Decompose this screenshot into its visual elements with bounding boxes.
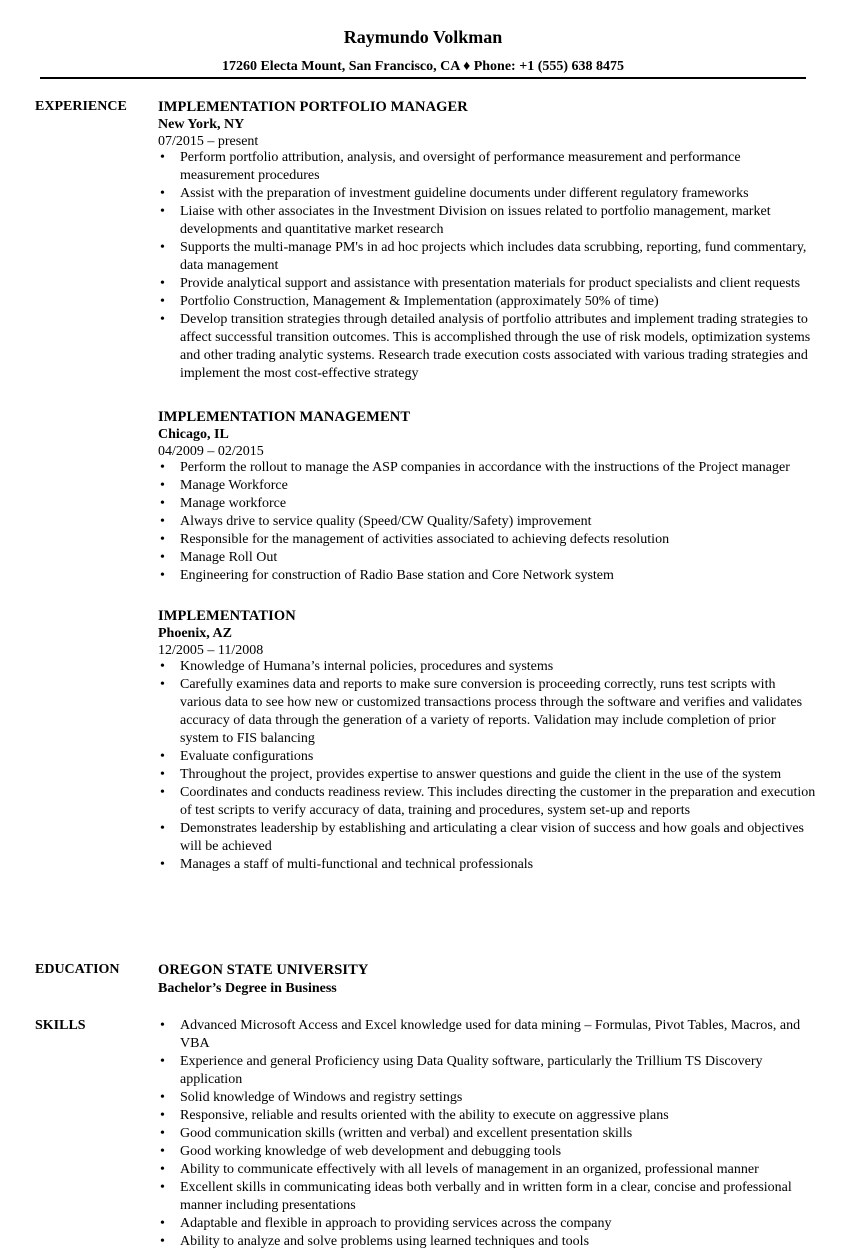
list-item: • Manage Roll Out (158, 549, 818, 567)
contact-line: 17260 Electa Mount, San Francisco, CA ♦ Phone: +1 (555) 638 8475 (221, 59, 625, 74)
job-entry (158, 98, 818, 383)
list-item: • Throughout the project, provides expertise to answer questions and guide the client in the use of the system (158, 766, 818, 784)
list-item: • Perform the rollout to manage the ASP companies in accordance with the instructions of the Project manager (158, 459, 818, 477)
list-item: • Good communication skills (written and verbal) and excellent presentation skills (158, 1125, 818, 1143)
list-item: • Manages a staff of multi-functional and technical professionals (158, 856, 818, 874)
list-item: • Perform portfolio attribution, analysis, and oversight of performance measurement and performance measurement procedures (158, 149, 818, 185)
job-entry (158, 607, 818, 874)
candidate-name: Raymundo Volkman (343, 27, 503, 47)
job-bullets (158, 658, 818, 874)
list-item: • Evaluate configurations (158, 748, 818, 766)
job-location: Chicago, IL (158, 427, 229, 442)
job-location: Phoenix, AZ (158, 626, 232, 641)
section-label-experience: EXPERIENCE (35, 99, 127, 114)
list-item: • Experience and general Proficiency using Data Quality software, particularly the Trillium TS Discovery application (158, 1053, 818, 1089)
list-item: • Manage Workforce (158, 477, 818, 495)
list-item: • Coordinates and conducts readiness review. This includes directing the customer in the preparation and execution of test scripts to verify accuracy of data, training and procedures, system set-up and reports (158, 784, 818, 820)
list-item: • Responsive, reliable and results oriented with the ability to execute on aggressive plans (158, 1107, 818, 1125)
list-item: • Develop transition strategies through detailed analysis of portfolio attributes and implement trading strategies to affect successful transition outcomes. This is accomplished through the use of risk models, optimization systems and other trading analytic systems. Research trade execution costs associated with various trading strategies and implement the most cost-effective strategy (158, 311, 818, 383)
job-bullets (158, 149, 818, 383)
list-item: • Carefully examines data and reports to make sure conversion is proceeding correctly, runs test scripts with various data to see how new or customized transactions process through the software and verifies and validates accuracy of data through the generation of a variety of reports. Validation may include completion of prior system to FIS balancing (158, 676, 818, 748)
list-item: • Liaise with other associates in the Investment Division on issues related to portfolio management, market developments and quantitative market research (158, 203, 818, 239)
list-item: • Ability to communicate effectively with all levels of management in an organized, professional manner (158, 1161, 818, 1179)
list-item: • Engineering for construction of Radio Base station and Core Network system (158, 567, 818, 585)
list-item: • Solid knowledge of Windows and registry settings (158, 1089, 818, 1107)
job-dates: 12/2005 – 11/2008 (158, 643, 264, 658)
job-title: IMPLEMENTATION PORTFOLIO MANAGER (158, 99, 468, 115)
list-item: • Assist with the preparation of investment guideline documents under different regulatory frameworks (158, 185, 818, 203)
job-bullets (158, 459, 818, 585)
header-divider (40, 77, 806, 79)
section-label-education: EDUCATION (35, 962, 120, 977)
list-item: • Portfolio Construction, Management & Implementation (approximately 50% of time) (158, 293, 818, 311)
job-entry (158, 408, 818, 585)
spacer (158, 383, 818, 408)
job-location: New York, NY (158, 117, 245, 132)
list-item: • Adaptable and flexible in approach to providing services across the company (158, 1215, 818, 1233)
experience-body (158, 98, 818, 874)
education-body (158, 961, 818, 999)
list-item: • Responsible for the management of activities associated to achieving defects resolution (158, 531, 818, 549)
list-item: • Good working knowledge of web development and debugging tools (158, 1143, 818, 1161)
job-title: IMPLEMENTATION MANAGEMENT (158, 409, 411, 425)
list-item: • Knowledge of Humana’s internal policies, procedures and systems (158, 658, 818, 676)
resume-header (0, 26, 846, 76)
skills-body (158, 1017, 818, 1251)
list-item: • Manage workforce (158, 495, 818, 513)
school-name: OREGON STATE UNIVERSITY (158, 962, 369, 978)
job-dates: 07/2015 – present (158, 134, 259, 149)
degree: Bachelor’s Degree in Business (158, 981, 337, 996)
list-item: • Ability to analyze and solve problems using learned techniques and tools (158, 1233, 818, 1251)
section-label-skills: SKILLS (35, 1018, 86, 1033)
list-item: • Supports the multi-manage PM's in ad hoc projects which includes data scrubbing, reporting, fund commentary, data management (158, 239, 818, 275)
list-item: • Provide analytical support and assistance with presentation materials for product specialists and client requests (158, 275, 818, 293)
list-item: • Demonstrates leadership by establishing and articulating a clear vision of success and how goals and objectives will be achieved (158, 820, 818, 856)
job-dates: 04/2009 – 02/2015 (158, 444, 264, 459)
list-item: • Always drive to service quality (Speed/CW Quality/Safety) improvement (158, 513, 818, 531)
list-item: • Advanced Microsoft Access and Excel knowledge used for data mining – Formulas, Pivot Tables, Macros, and VBA (158, 1017, 818, 1053)
list-item: • Excellent skills in communicating ideas both verbally and in written form in a clear, concise and professional manner including presentations (158, 1179, 818, 1215)
spacer (158, 585, 818, 607)
job-title: IMPLEMENTATION (158, 608, 296, 624)
skills-list (158, 1017, 818, 1251)
